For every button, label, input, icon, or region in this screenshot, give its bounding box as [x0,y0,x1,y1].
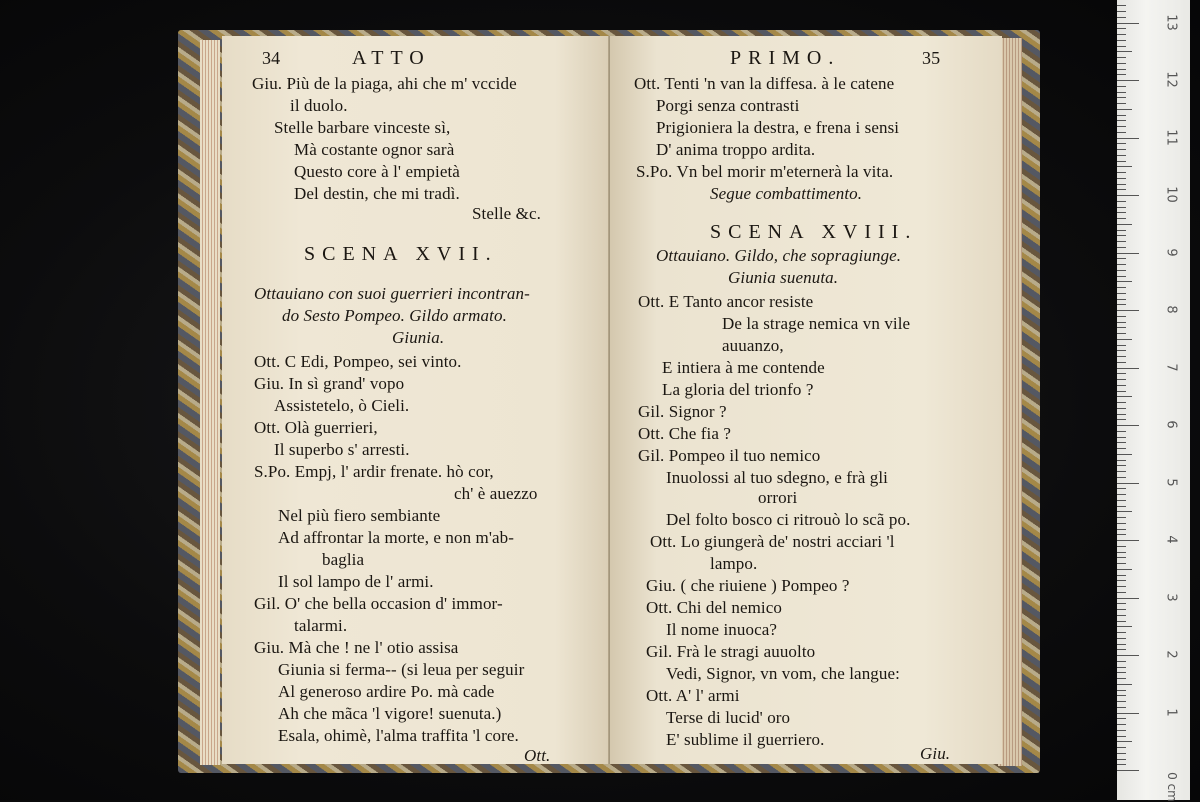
ruler-tick [1117,460,1126,461]
ruler-tick [1117,322,1126,323]
ruler-tick [1117,120,1126,121]
text-line: Ott. E Tanto ancor resiste [638,292,814,311]
right-page [610,36,1002,764]
ruler-tick [1117,672,1126,673]
ruler-tick [1117,23,1139,24]
text-line: Nel più fiero sembiante [278,506,441,525]
catchword: Giu. [920,744,951,763]
text-line: orrori [758,488,798,507]
text-line: Esala, ohimè, l'alma traffita 'l core. [278,726,519,745]
ruler-tick [1117,258,1126,259]
ruler-number: 13 [1163,13,1179,31]
ruler-tick [1117,701,1126,702]
text-line: Giunia si ferma-- (si leua per seguir [278,660,525,679]
text-line: Al generoso ardire Po. mà cade [278,682,495,701]
ruler-tick [1117,63,1126,64]
ruler-tick [1117,218,1126,219]
ruler-tick [1117,287,1126,288]
ruler-tick [1117,506,1126,507]
ruler-tick [1117,684,1132,685]
text-line: Prigioniera la destra, e frena i sensi [656,118,900,137]
text-line: Ott. Che fia ? [638,424,731,443]
ruler-number: 6 [1163,420,1179,429]
ruler-tick [1117,690,1126,691]
ruler-tick [1117,92,1126,93]
ruler-tick [1117,345,1126,346]
stage-direction: Ottauiano. Gildo, che sopragiunge. [656,246,902,265]
text-line: Ott. Olà guerrieri, [254,418,378,437]
text-line: Inuolossi al tuo sdegno, e frà gli [666,468,889,487]
stage-direction: Giunia. [392,328,445,347]
ruler-tick [1117,385,1126,386]
ruler-tick [1117,471,1126,472]
text-line: Giu. Più de la piaga, ahi che m' vccide [252,74,517,93]
ruler-tick [1117,713,1139,714]
ruler-tick [1117,304,1126,305]
ruler-tick [1117,69,1126,70]
ruler-tick [1117,195,1139,196]
text-line: Ad affrontar la morte, e non m'ab- [278,528,515,547]
ruler-tick [1117,109,1132,110]
ruler-tick [1117,575,1126,576]
ruler-tick [1117,454,1132,455]
ruler-number: 5 [1163,477,1179,487]
ruler-tick [1117,253,1139,254]
text-line: Ott. Chi del nemico [646,598,782,617]
ruler-tick [1117,626,1132,627]
ruler-tick [1117,166,1132,167]
ruler-tick [1117,644,1126,645]
ruler-tick [1117,529,1126,530]
text-line: De la strage nemica vn vile [722,314,911,333]
ruler-tick [1117,241,1126,242]
ruler-tick [1117,523,1126,524]
ruler-tick [1117,103,1126,104]
ruler-tick [1117,437,1126,438]
ruler-tick [1117,534,1126,535]
ruler-tick [1117,603,1126,604]
ruler-tick [1117,28,1126,29]
ruler-tick [1117,419,1126,420]
ruler-tick [1117,178,1126,179]
text-line: Gil. O' che bella occasion d' immor- [254,594,503,613]
ruler-tick [1117,51,1132,52]
ruler-tick [1117,172,1126,173]
text-line: ch' è auezzo [454,484,538,503]
ruler-tick [1117,736,1126,737]
ruler-tick [1117,207,1126,208]
ruler-tick [1117,448,1126,449]
ruler-tick [1117,126,1126,127]
ruler-tick [1117,80,1139,81]
ruler-tick [1117,764,1126,765]
page-number-right: 35 [922,48,941,68]
running-head-left: ATTO [352,47,431,69]
ruler-tick [1117,74,1126,75]
ruler-tick [1117,356,1126,357]
ruler-tick [1117,316,1126,317]
text-line: Il sol lampo de l' armi. [278,572,434,591]
ruler-tick [1117,442,1126,443]
ruler-tick [1117,270,1126,271]
ruler-number: 12 [1163,71,1179,88]
text-line: Giu. In sì grand' vopo [254,374,405,393]
ruler-tick [1117,718,1126,719]
ruler-tick [1117,293,1126,294]
ruler-unit-label: 0 cm [1164,772,1179,802]
text-line: Ott. Lo giungerà de' nostri acciari 'l [650,532,895,551]
ruler-number: 4 [1163,535,1179,544]
measuring-ruler [1117,0,1190,800]
ruler-tick [1117,17,1126,18]
ruler-tick [1117,707,1126,708]
ruler-tick [1117,632,1126,633]
ruler-tick [1117,201,1126,202]
ruler-tick [1117,40,1126,41]
text-line: talarmi. [294,616,348,635]
scene-heading: SCENA XVII. [304,243,498,265]
ruler-tick [1117,753,1126,754]
ruler-tick [1117,11,1126,12]
ruler-tick [1117,155,1126,156]
ruler-tick [1117,396,1132,397]
ruler-tick [1117,235,1126,236]
ruler-tick [1117,368,1139,369]
stage-direction: do Sesto Pompeo. Gildo armato. [282,306,507,325]
scene-heading: SCENA XVIII. [710,221,918,243]
text-line: E intiera à me contende [662,358,825,377]
ruler-tick [1117,362,1126,363]
text-line: Gil. Signor ? [638,402,727,421]
text-line: Il superbo s' arresti. [274,440,410,459]
stage-direction: Giunia suenuta. [728,268,839,287]
ruler-tick [1117,770,1139,771]
text-line: Il nome inuoca? [666,620,778,639]
ruler-tick [1117,580,1126,581]
text-line: S.Po. Vn bel morir m'eternerà la vita. [636,162,894,181]
text-line: Vedi, Signor, vn vom, che langue: [666,664,900,683]
text-line: Ott. C Edi, Pompeo, sei vinto. [254,352,462,371]
text-line: Giu. Mà che ! ne l' otio assisa [254,638,459,657]
ruler-tick [1117,724,1126,725]
ruler-tick [1117,494,1126,495]
ruler-tick [1117,373,1126,374]
ruler-number: 10 [1163,186,1179,203]
text-line: La gloria del trionfo ? [662,380,814,399]
ruler-tick [1117,621,1126,622]
ruler-tick [1117,546,1126,547]
ruler-tick [1117,661,1126,662]
ruler-tick [1117,615,1126,616]
text-line: auuanzo, [722,336,784,355]
ruler-tick [1117,540,1139,541]
text-line: Ah che mãca 'l vigore! suenuta.) [278,704,502,723]
ruler-tick [1117,339,1132,340]
page-number-left: 34 [262,48,281,68]
ruler-tick [1117,391,1126,392]
ruler-tick [1117,431,1126,432]
text-line: Terse di lucid' oro [666,708,791,727]
ruler-tick [1117,552,1126,553]
ruler-tick [1117,500,1126,501]
ruler-number: 3 [1163,592,1179,602]
ruler-tick [1117,609,1126,610]
text-line: S.Po. Empj, l' ardir frenate. hò cor, [254,462,494,481]
text-line: Mà costante ognor sarà [294,140,455,159]
ruler-tick [1117,115,1126,116]
ruler-tick [1117,477,1126,478]
ruler-tick [1117,86,1126,87]
ruler-number: 7 [1163,362,1179,372]
ruler-tick [1117,97,1126,98]
ruler-tick [1117,655,1139,656]
left-page [222,36,614,764]
text-line: Gil. Pompeo il tuo nemico [638,446,821,465]
ruler-tick [1117,465,1126,466]
ruler-tick [1117,138,1139,139]
ruler-tick [1117,224,1132,225]
ruler-tick [1117,247,1126,248]
text-line: Assistetelo, ò Cieli. [274,396,410,415]
ruler-tick [1117,333,1126,334]
text-line: Ott. Tenti 'n van la diffesa. à le catene [634,74,895,93]
ruler-tick [1117,264,1126,265]
stage-direction: Segue combattimento. [710,184,863,203]
ruler-tick [1117,563,1126,564]
stage-direction: Ottauiano con suoi guerrieri incontran- [254,284,530,303]
text-line: Porgi senza contrasti [656,96,800,115]
text-line: Giu. ( che riuiene ) Pompeo ? [646,576,850,595]
text-line: Stelle barbare vinceste sì, [274,118,451,137]
text-line: baglia [322,550,365,569]
ruler-number: 11 [1163,128,1179,146]
ruler-tick [1117,143,1126,144]
ruler-tick [1117,517,1126,518]
ruler-tick [1117,414,1126,415]
ruler-tick [1117,747,1126,748]
ruler-tick [1117,230,1126,231]
ruler-tick [1117,276,1126,277]
ruler-tick [1117,408,1126,409]
text-line: E' sublime il guerriero. [666,730,825,749]
ruler-number: 9 [1163,247,1179,257]
ruler-tick [1117,649,1126,650]
text-line: Del destin, che mi tradì. [294,184,460,203]
ruler-tick [1117,557,1126,558]
text-line: Ott. A' l' armi [646,686,740,705]
text-line: Gil. Frà le stragi auuolto [646,642,816,661]
text-line: Stelle &c. [472,204,541,223]
ruler-tick [1117,759,1126,760]
ruler-tick [1117,379,1126,380]
ruler-number: 1 [1163,707,1179,717]
ruler-tick [1117,46,1126,47]
ruler-tick [1117,299,1126,300]
ruler-tick [1117,281,1132,282]
ruler-tick [1117,189,1126,190]
running-head-right: PRIMO. [730,47,841,69]
catchword: Ott. [524,746,551,764]
text-line: Del folto bosco ci ritrouò lo scã po. [666,510,911,529]
ruler-tick [1117,638,1126,639]
ruler-tick [1117,212,1126,213]
text-line: Questo core à l' empietà [294,162,460,181]
ruler-tick [1117,350,1126,351]
ruler-number: 2 [1163,650,1179,659]
page-edges-left [200,40,220,765]
ruler-tick [1117,5,1126,6]
ruler-tick [1117,678,1126,679]
ruler-tick [1117,586,1126,587]
ruler-tick [1117,184,1126,185]
ruler-tick [1117,598,1139,599]
ruler-tick [1117,310,1139,311]
ruler-tick [1117,730,1126,731]
ruler-tick [1117,402,1126,403]
text-line: D' anima troppo ardita. [656,140,816,159]
ruler-tick [1117,511,1132,512]
ruler-tick [1117,741,1132,742]
ruler-tick [1117,695,1126,696]
ruler-tick [1117,57,1126,58]
ruler-tick [1117,161,1126,162]
ruler-tick [1117,569,1132,570]
ruler-tick [1117,488,1126,489]
ruler-tick [1117,592,1126,593]
ruler-tick [1117,34,1126,35]
ruler-tick [1117,483,1139,484]
ruler-tick [1117,149,1126,150]
text-line: il duolo. [290,96,348,115]
ruler-tick [1117,132,1126,133]
ruler-tick [1117,327,1126,328]
ruler-tick [1117,425,1139,426]
ruler-number: 8 [1163,305,1179,314]
text-line: lampo. [710,554,758,573]
ruler-tick [1117,667,1126,668]
